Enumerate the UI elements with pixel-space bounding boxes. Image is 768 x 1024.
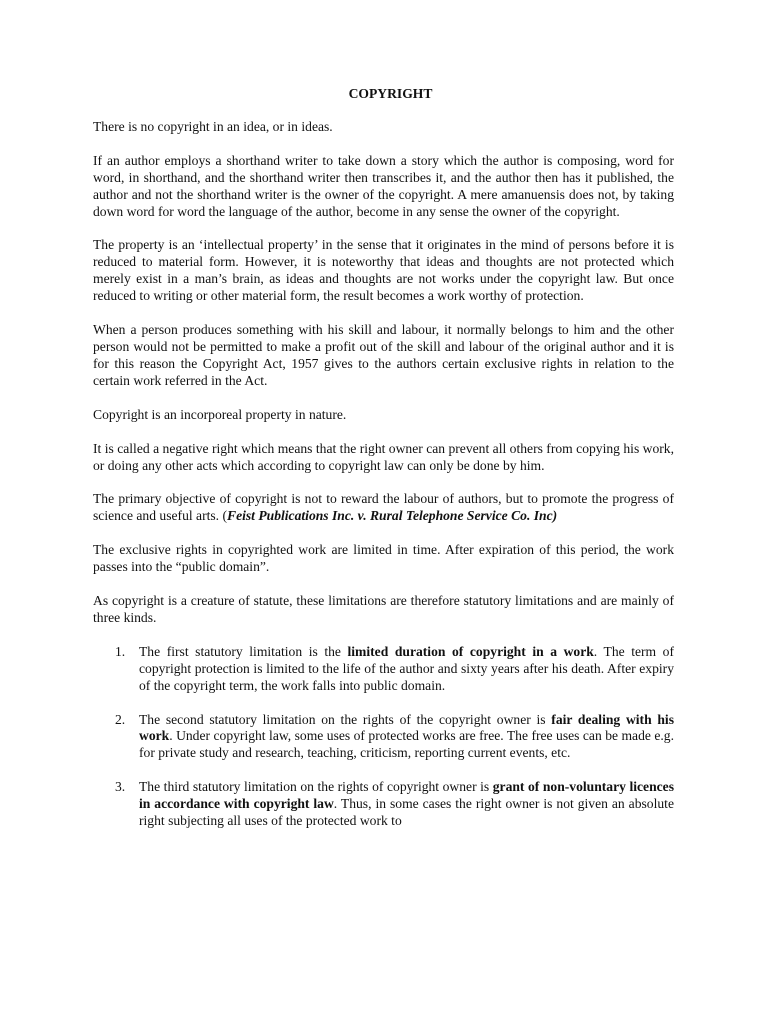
list-text-post: . The term of copyright protection is limited to the life of the author and sixty years after his death. After expiry of the copyright term, the work falls into public domain. xyxy=(139,643,674,693)
list-text-post: . Thus, in some cases the right owner is not given an absolute right subjecting all uses of the protected work to xyxy=(139,796,674,829)
list-item xyxy=(93,779,674,830)
list-text-bold: limited duration of copyright in a work xyxy=(347,643,594,659)
list-text-bold: fair dealing with his work xyxy=(139,711,674,744)
paragraph-7 xyxy=(93,491,674,525)
list-item xyxy=(93,712,674,763)
document-body xyxy=(93,86,674,847)
list-number: 2. xyxy=(115,711,126,727)
list-item xyxy=(93,644,674,695)
case-citation: Feist Publications Inc. v. Rural Telephone Service Co. Inc) xyxy=(227,508,558,524)
paragraph-4: When a person produces something with his skill and labour, it normally belongs to him and the other person would not be permitted to make a profit out of the skill and labour of the original author and it is for this reason the Copyright Act, 1957 gives to the authors certain exclusive rights in relation to the certain work referred in the Act. xyxy=(93,322,674,388)
list-text-post: . Under copyright law, some uses of protected works are free. The free uses can be made e.g. for private study and research, teaching, criticism, reporting current events, etc. xyxy=(139,728,674,761)
list-text-pre: The first statutory limitation is the xyxy=(139,643,348,659)
paragraph-9: As copyright is a creature of statute, these limitations are therefore statutory limitations and are mainly of three kinds. xyxy=(93,593,674,625)
paragraph-3: The property is an ‘intellectual property’ in the sense that it originates in the mind of persons before it is reduced to material form. However, it is noteworthy that ideas and thoughts are not protected which merely exist in a man’s brain, as ideas and thoughts are not works under the copyright law. But once reduced to writing or other material form, the result becomes a work worthy of protection. xyxy=(93,237,674,304)
list-text-pre: The second statutory limitation on the rights of the copyright owner is xyxy=(139,711,552,727)
paragraph-1: There is no copyright in an idea, or in ideas. xyxy=(93,118,333,134)
list-text-bold: grant of non-voluntary licences in accordance with copyright law xyxy=(139,779,674,812)
list-number: 3. xyxy=(115,779,126,795)
page-title: COPYRIGHT xyxy=(348,86,433,101)
list-number: 1. xyxy=(115,643,126,659)
paragraph-5: Copyright is an incorporeal property in nature. xyxy=(93,406,347,422)
paragraph-8: The exclusive rights in copyrighted work are limited in time. After expiration of this period, the work passes into the “public domain”. xyxy=(93,542,674,575)
paragraph-2: If an author employs a shorthand writer to take down a story which the author is composing, word for word, in shorthand, and the shorthand writer then transcribes it, and the author then has it published, the author and not the shorthand writer is the owner of the copyright. A mere amanuensis does not, by taking down word for word the language of the author, become in any sense the owner of the copyright. xyxy=(93,152,674,219)
paragraph-7-text: The primary objective of copyright is not to reward the labour of authors, but to promote the progress of science and useful arts. ( xyxy=(93,491,674,524)
paragraph-6: It is called a negative right which means that the right owner can prevent all others from copying his work, or doing any other acts which according to copyright law can only be done by him. xyxy=(93,440,674,473)
list-text-pre: The third statutory limitation on the rights of copyright owner is xyxy=(139,779,493,795)
limitations-list xyxy=(93,644,674,830)
